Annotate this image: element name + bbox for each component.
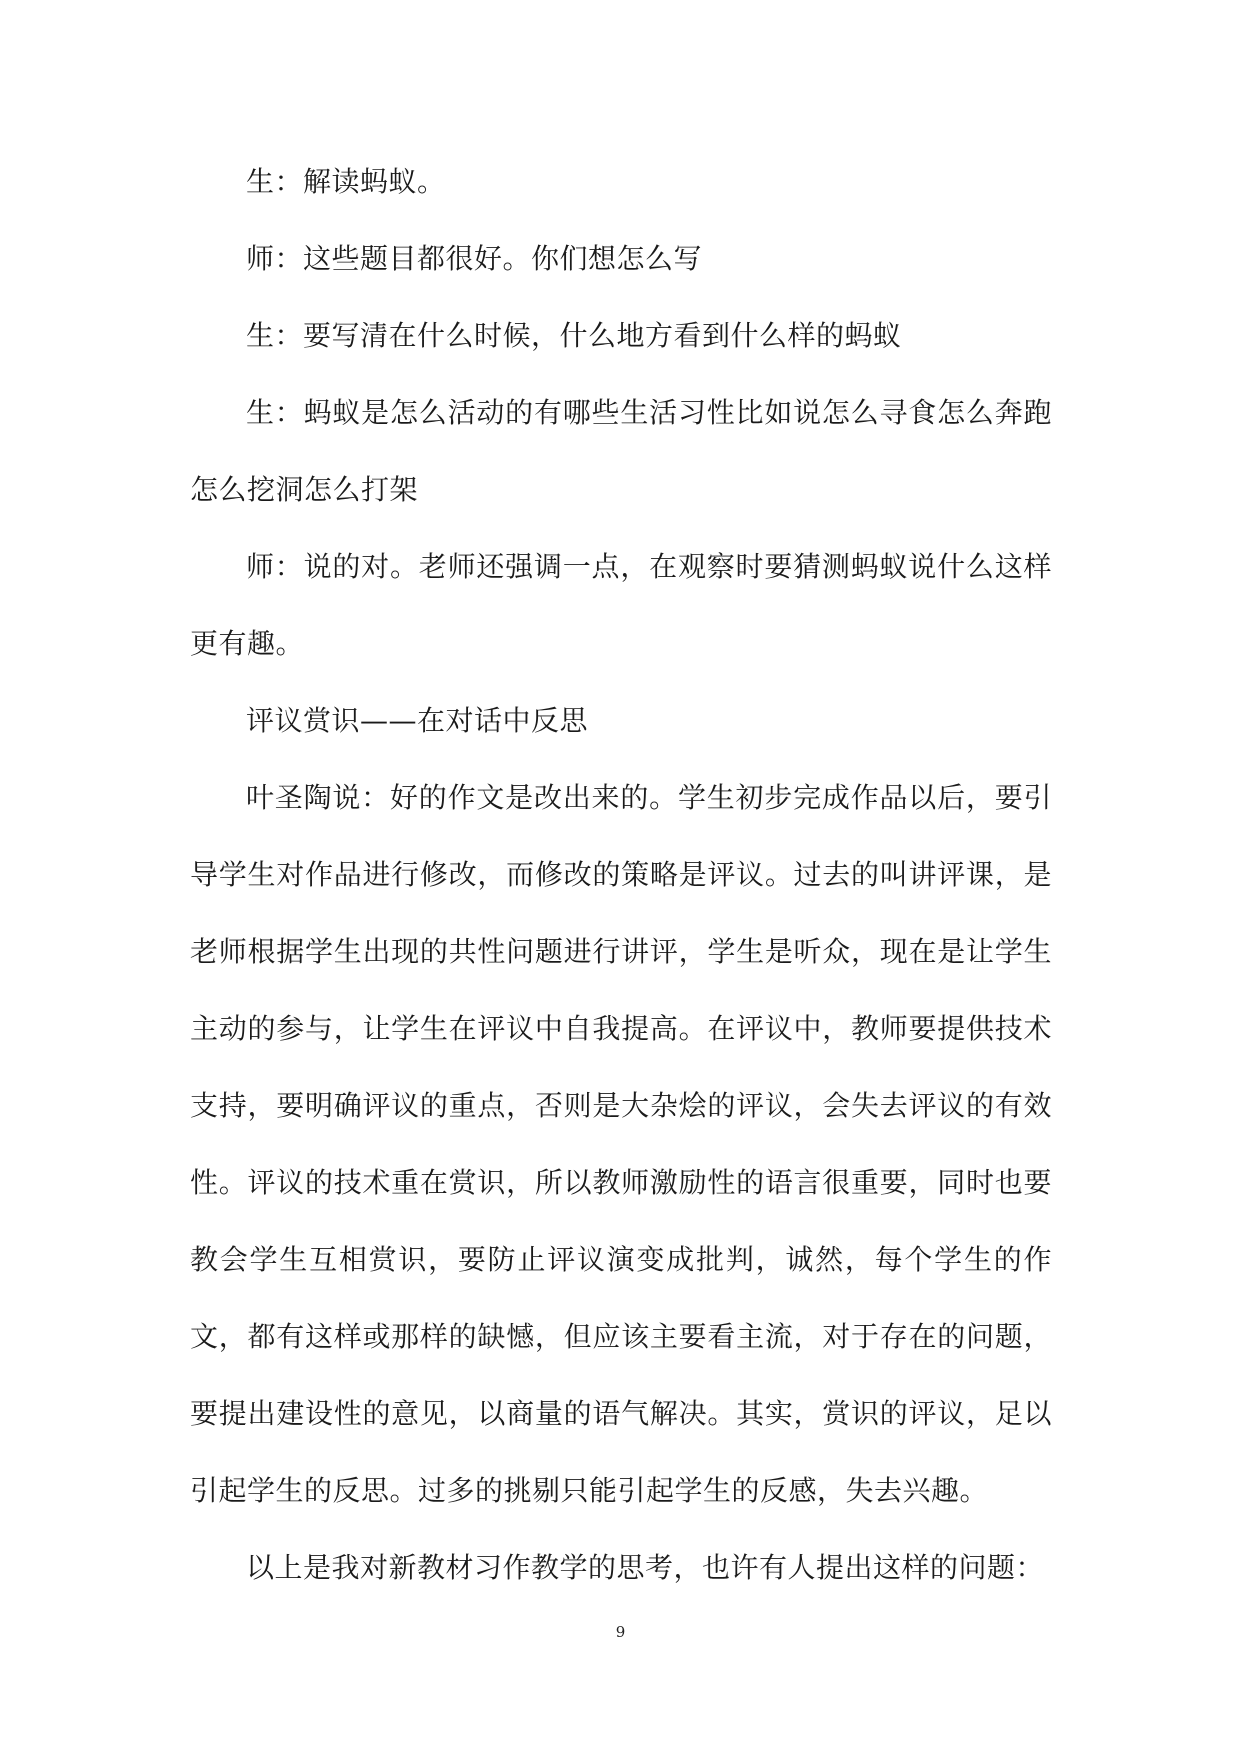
paragraph-teacher-comment: 师：说的对。老师还强调一点，在观察时要猜测蚂蚁说什么这样更有趣。	[190, 550, 1052, 660]
paragraph-student-answer-1: 生：解读蚂蚁。	[246, 165, 446, 198]
paragraph-discussion: 叶圣陶说：好的作文是改出来的。学生初步完成作品以后，要引导学生对作品进行修改，而修改的策略是评议。过去的叫讲评课，是老师根据学生出现的共性问题进行讲评，学生是听众，现在是让学生主动的参与，让学生在评议中自我提高。在评议中，教师要提供技术支持，要明确评议的重点，否则是大杂烩的评议，会失去评议的有效性。评议的技术重在赏识，所以教师激励性的语言很重要，同时也要教会学生互相赏识，要防止评议演变成批判，诚然，每个学生的作文，都有这样或那样的缺憾，但应该主要看主流，对于存在的问题，要提出建设性的意见，以商量的语气解决。其实，赏识的评议，足以引起学生的反思。过多的挑剔只能引起学生的反感，失去兴趣。	[190, 781, 1052, 1507]
paragraph-student-answer-3: 生：蚂蚁是怎么活动的有哪些生活习性比如说怎么寻食怎么奔跑怎么挖洞怎么打架	[190, 396, 1052, 506]
section-heading: 评议赏识——在对话中反思	[246, 704, 589, 737]
paragraph-closing: 以上是我对新教材习作教学的思考，也许有人提出这样的问题：	[246, 1551, 1045, 1584]
paragraph-student-answer-2: 生：要写清在什么时候，什么地方看到什么样的蚂蚁	[246, 319, 902, 352]
paragraph-teacher-question: 师：这些题目都很好。你们想怎么写	[246, 242, 703, 275]
document-body	[190, 143, 1052, 1606]
page-number: 9	[615, 1623, 626, 1641]
